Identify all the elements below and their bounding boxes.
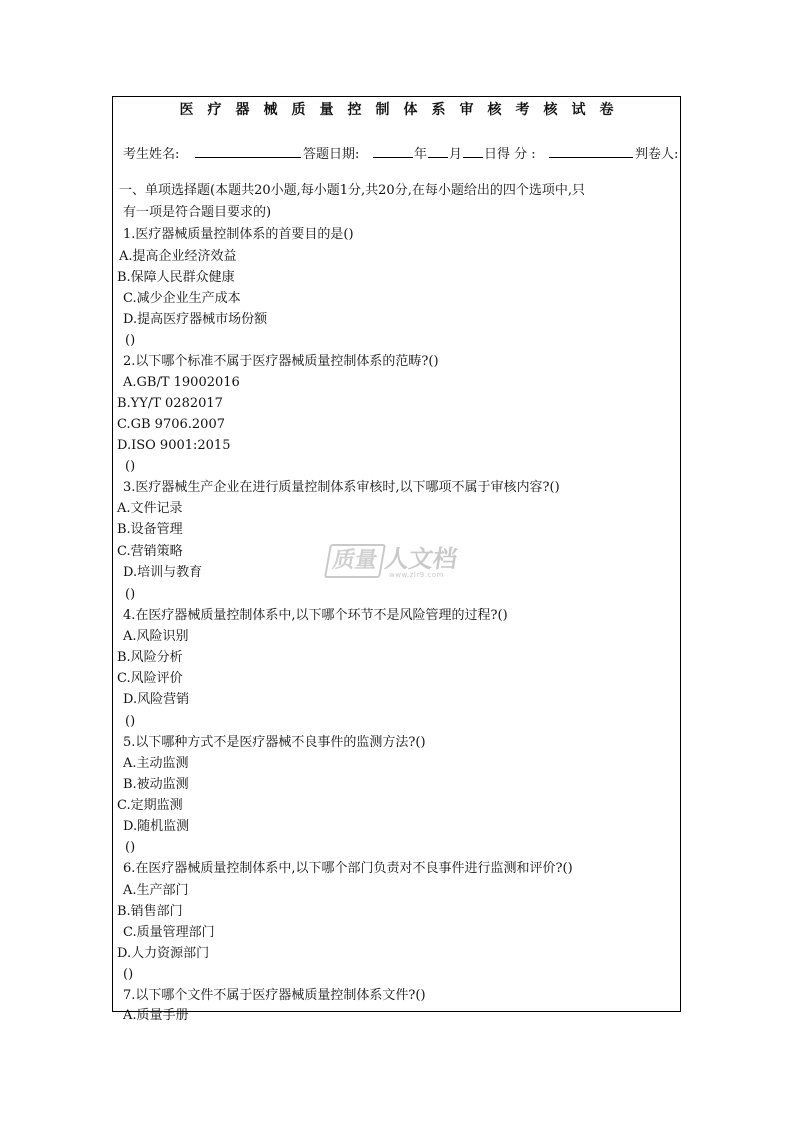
date-label: 答题日期: bbox=[303, 147, 360, 162]
question-stem: 4.在医疗器械质量控制体系中,以下哪个环节不是风险管理的过程?() bbox=[123, 608, 508, 623]
option-line: A.主动监测 bbox=[123, 756, 189, 771]
section-heading: 一、单项选择题(本题共20小题,每小题1分,共20分,在每小题给出的四个选项中,只 bbox=[119, 183, 585, 198]
option-line: D.人力资源部门 bbox=[117, 946, 210, 961]
option-line: D.ISO 9001:2015 bbox=[117, 438, 231, 453]
year-label: 年 bbox=[414, 147, 428, 162]
option-line: B.风险分析 bbox=[117, 650, 183, 665]
candidate-info-row bbox=[123, 143, 678, 161]
watermark-logo bbox=[327, 541, 467, 581]
day-blank[interactable] bbox=[463, 143, 483, 158]
watermark-box: 质量 bbox=[324, 544, 386, 578]
option-line: D.提高医疗器械市场份额 bbox=[123, 312, 268, 327]
option-line: A.生产部门 bbox=[123, 883, 189, 898]
option-line: C.GB 9706.2007 bbox=[117, 417, 225, 432]
year-blank[interactable] bbox=[373, 143, 413, 158]
option-line: B.保障人民群众健康 bbox=[117, 270, 235, 285]
option-line: B.销售部门 bbox=[117, 904, 183, 919]
option-line: A.GB/T 19002016 bbox=[123, 375, 240, 390]
day-score-label: 日得 分 : bbox=[484, 147, 536, 162]
option-line: C.营销策略 bbox=[117, 544, 183, 559]
option-line: A.提高企业经济效益 bbox=[119, 249, 237, 264]
question-stem: 7.以下哪个文件不属于医疗器械质量控制体系文件?() bbox=[123, 988, 426, 1003]
option-line: C.减少企业生产成本 bbox=[123, 291, 241, 306]
watermark-text: 人文档 bbox=[383, 545, 459, 573]
option-line: A.质量手册 bbox=[123, 1007, 189, 1023]
grader-label: 判卷人: bbox=[635, 147, 679, 162]
question-stem: 5.以下哪种方式不是医疗器械不良事件的监测方法?() bbox=[123, 735, 426, 750]
question-stem: 3.医疗器械生产企业在进行质量控制体系审核时,以下哪项不属于审核内容?() bbox=[123, 480, 560, 495]
question-stem: 6.在医疗器械质量控制体系中,以下哪个部门负责对不良事件进行监测和评价?() bbox=[123, 861, 573, 876]
watermark-url: www.zlr9.com bbox=[389, 571, 444, 579]
option-line: B.YY/T 0282017 bbox=[117, 396, 223, 411]
option-line: D.风险营销 bbox=[123, 692, 190, 707]
question-stem: 2.以下哪个标准不属于医疗器械质量控制体系的范畴?() bbox=[123, 354, 439, 369]
option-line: C.风险评价 bbox=[117, 671, 183, 686]
exam-sheet bbox=[112, 96, 681, 1023]
answer-blank: () bbox=[125, 587, 136, 602]
answer-blank: () bbox=[125, 459, 136, 474]
answer-blank: () bbox=[125, 714, 136, 729]
option-line: D.随机监测 bbox=[123, 819, 190, 834]
month-label: 月 bbox=[449, 147, 463, 162]
option-line: D.培训与教育 bbox=[123, 565, 203, 580]
score-blank[interactable] bbox=[549, 143, 633, 158]
option-line: C.质量管理部门 bbox=[123, 925, 215, 940]
option-line: B.设备管理 bbox=[117, 522, 183, 537]
section-heading-cont: 有一项是符合题目要求的) bbox=[123, 205, 272, 220]
answer-blank: () bbox=[125, 333, 136, 348]
option-line: B.被动监测 bbox=[123, 777, 189, 792]
option-line: C.定期监测 bbox=[117, 798, 183, 813]
name-blank[interactable] bbox=[195, 143, 301, 158]
page-title: 医疗器械质量控制体系审核考核试卷 bbox=[179, 102, 628, 118]
answer-blank: () bbox=[125, 840, 136, 855]
name-label: 考生姓名: bbox=[123, 147, 180, 162]
answer-blank: () bbox=[123, 967, 134, 982]
question-stem: 1.医疗器械质量控制体系的首要目的是() bbox=[123, 227, 354, 242]
month-blank[interactable] bbox=[428, 143, 448, 158]
option-line: A.风险识别 bbox=[123, 629, 189, 644]
option-line: A.文件记录 bbox=[117, 501, 183, 516]
